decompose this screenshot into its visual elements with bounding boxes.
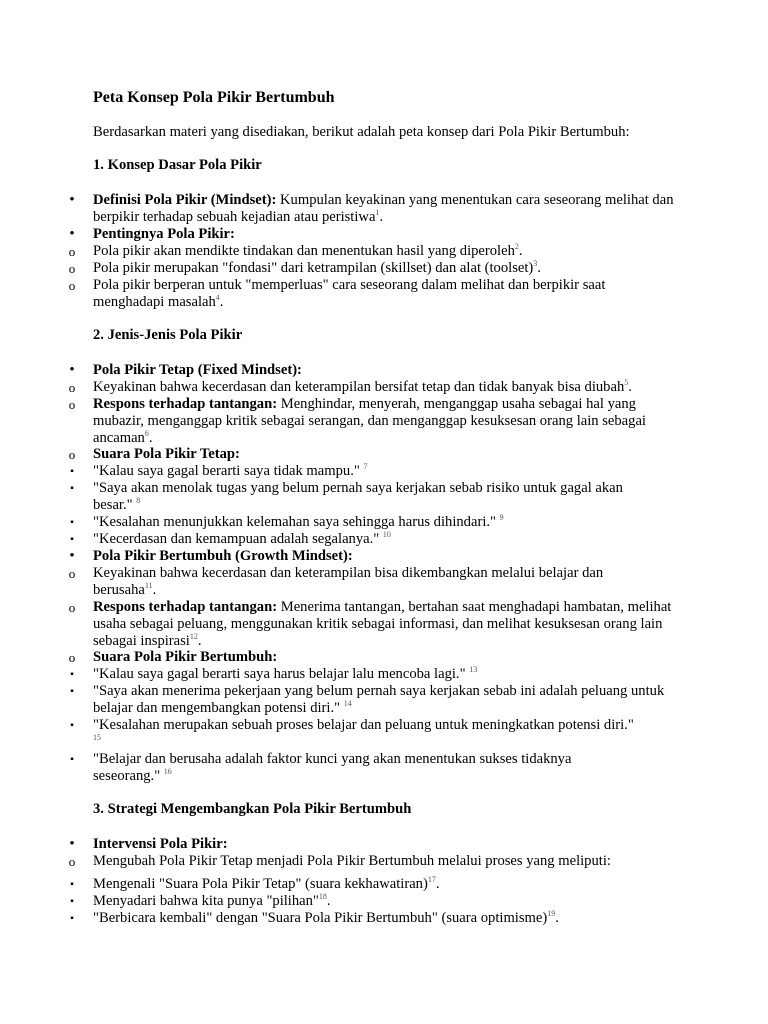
bullet-square: ▪	[70, 483, 74, 494]
item-end: .	[518, 243, 523, 259]
bullet-dot: •	[69, 836, 75, 852]
item-bold: Suara Pola Pikir Tetap:	[93, 446, 240, 462]
bullet-circle: o	[68, 278, 76, 293]
item-bold: Pola Pikir Tetap (Fixed Mindset):	[93, 362, 302, 378]
item-bold: Pola Pikir Bertumbuh (Growth Mindset):	[93, 548, 353, 564]
intro-paragraph: Berdasarkan materi yang disediakan, berikut adalah peta konsep dari Pola Pikir Bertumbuh:	[93, 124, 630, 140]
item-end: .	[219, 294, 224, 310]
item-bold: Suara Pola Pikir Bertumbuh:	[93, 649, 278, 665]
page-title: Peta Konsep Pola Pikir Bertumbuh	[93, 89, 335, 106]
item-text: Kumpulan keyakinan yang menentukan cara seseorang melihat dan berpikir terhadap sebuah kejadian atau peristiwa	[93, 192, 674, 225]
bullet-square: ▪	[70, 896, 74, 907]
bullet-circle: o	[68, 854, 76, 869]
item-text: "Saya akan menolak tugas yang belum pernah saya kerjakan sebab risiko untuk gagal akan besar."	[93, 480, 623, 513]
item-end: .	[197, 633, 202, 649]
item-end: .	[379, 209, 384, 225]
item-bold: Respons terhadap tantangan:	[93, 396, 278, 412]
footnote-ref[interactable]: 3	[533, 259, 538, 269]
item-text: "Belajar dan berusaha adalah faktor kunci yang akan menentukan sukses tidaknya seseorang."	[93, 751, 572, 784]
item-end: .	[628, 379, 632, 395]
footnote-ref[interactable]: 1	[375, 208, 380, 218]
item-end: .	[148, 430, 153, 446]
item-bold: Pentingnya Pola Pikir:	[93, 226, 235, 242]
footnote-ref[interactable]: 11	[144, 581, 153, 591]
footnote-ref[interactable]: 10	[382, 530, 391, 540]
footnote-ref[interactable]: 4	[215, 293, 220, 303]
bullet-square: ▪	[70, 686, 74, 697]
item-text: Keyakinan bahwa kecerdasan dan keterampilan bisa dikembangkan melalui belajar dan berusaha	[93, 565, 604, 598]
item-text: "Kesalahan menunjukkan kelemahan saya sehingga harus dihindari."	[93, 514, 500, 530]
bullet-circle: o	[68, 380, 76, 395]
bullet-circle: o	[68, 261, 76, 276]
bullet-dot: •	[69, 226, 75, 242]
footnote-ref[interactable]: 16	[163, 767, 172, 777]
item-text: Pola pikir akan mendikte tindakan dan menentukan hasil yang diperoleh	[93, 243, 515, 259]
item-text: "Saya akan menerima pekerjaan yang belum pernah saya kerjakan sebab ini adalah peluang untuk belajar dan mengembangkan potensi diri."	[93, 683, 665, 716]
item-text: "Kesalahan merupakan sebuah proses belajar dan peluang untuk meningkatkan potensi diri."	[93, 717, 634, 733]
item-end: .	[435, 876, 440, 892]
bullet-square: ▪	[70, 879, 74, 890]
item-text: "Kecerdasan dan kemampuan adalah segalanya."	[93, 531, 383, 547]
footnote-ref[interactable]: 17	[427, 875, 436, 885]
bullet-square: ▪	[70, 913, 74, 924]
footnote-ref[interactable]: 19	[547, 909, 556, 919]
item-text: Mengenali "Suara Pola Pikir Tetap" (suara kekhawatiran)	[93, 876, 428, 892]
section-heading-1: 1. Konsep Dasar Pola Pikir	[93, 157, 262, 173]
footnote-ref[interactable]: 18	[318, 892, 327, 902]
bullet-dot: •	[69, 548, 75, 564]
footnote-ref[interactable]: 7	[363, 462, 368, 472]
item-text: "Kalau saya gagal berarti saya harus belajar lalu mencoba lagi."	[93, 666, 470, 682]
footnote-ref[interactable]: 13	[469, 665, 478, 675]
bullet-circle: o	[68, 566, 76, 581]
bullet-circle: o	[68, 397, 76, 412]
bullet-circle: o	[68, 244, 76, 259]
footnote-ref[interactable]: 14	[343, 699, 352, 709]
bullet-circle: o	[68, 447, 76, 462]
section-heading-3: 3. Strategi Mengembangkan Pola Pikir Bertumbuh	[93, 801, 412, 817]
item-text: Mengubah Pola Pikir Tetap menjadi Pola Pikir Bertumbuh melalui proses yang meliputi:	[93, 853, 611, 869]
item-text: Menyadari bahwa kita punya "pilihan"	[93, 893, 319, 909]
bullet-square: ▪	[70, 534, 74, 545]
bullet-circle: o	[68, 650, 76, 665]
item-text: "Kalau saya gagal berarti saya tidak mampu."	[93, 463, 364, 479]
item-text: Menerima tantangan, bertahan saat menghadapi hambatan, melihat usaha sebagai peluang, menggunakan kritik sebagai informasi, dan melihat kesuksesan orang lain sebagai inspirasi	[93, 599, 672, 649]
item-text: "Berbicara kembali" dengan "Suara Pola Pikir Bertumbuh" (suara optimisme)	[93, 910, 548, 926]
footnote-ref[interactable]: 2	[514, 242, 519, 252]
item-end: .	[555, 910, 559, 926]
bullet-square: ▪	[70, 669, 74, 680]
bullet-square: ▪	[70, 466, 74, 477]
bullet-square: ▪	[70, 754, 74, 765]
item-bold: Intervensi Pola Pikir:	[93, 836, 228, 852]
footnote-ref[interactable]: 8	[136, 496, 141, 506]
item-end: .	[326, 893, 331, 909]
footnote-ref[interactable]: 5	[624, 378, 629, 388]
item-text: Keyakinan bahwa kecerdasan dan keterampilan bersifat tetap dan tidak banyak bisa diubah	[93, 379, 625, 395]
bullet-circle: o	[68, 600, 76, 615]
item-text: Menghindar, menyerah, menganggap usaha sebagai hal yang mubazir, menganggap kritik sebagai serangan, dan menganggap kesuksesan orang lain sebagai ancaman	[93, 396, 646, 446]
item-text: Pola pikir merupakan "fondasi" dari ketrampilan (skillset) dan alat (toolset)	[93, 260, 534, 276]
bullet-square: ▪	[70, 720, 74, 731]
bullet-dot: •	[69, 362, 75, 378]
footnote-ref[interactable]: 15	[93, 733, 101, 743]
item-bold: Respons terhadap tantangan:	[93, 599, 278, 615]
bullet-dot: •	[69, 192, 75, 208]
item-end: .	[537, 260, 541, 276]
bullet-square: ▪	[70, 517, 74, 528]
footnote-ref[interactable]: 6	[144, 429, 149, 439]
section-heading-2: 2. Jenis-Jenis Pola Pikir	[93, 327, 243, 343]
footnote-ref[interactable]: 9	[499, 513, 504, 523]
item-end: .	[152, 582, 157, 598]
footnote-ref[interactable]: 12	[189, 632, 198, 642]
item-bold: Definisi Pola Pikir (Mindset):	[93, 192, 277, 208]
item-text: Pola pikir berperan untuk "memperluas" cara seseorang dalam melihat dan berpikir saat menghadapi masalah	[93, 277, 606, 310]
